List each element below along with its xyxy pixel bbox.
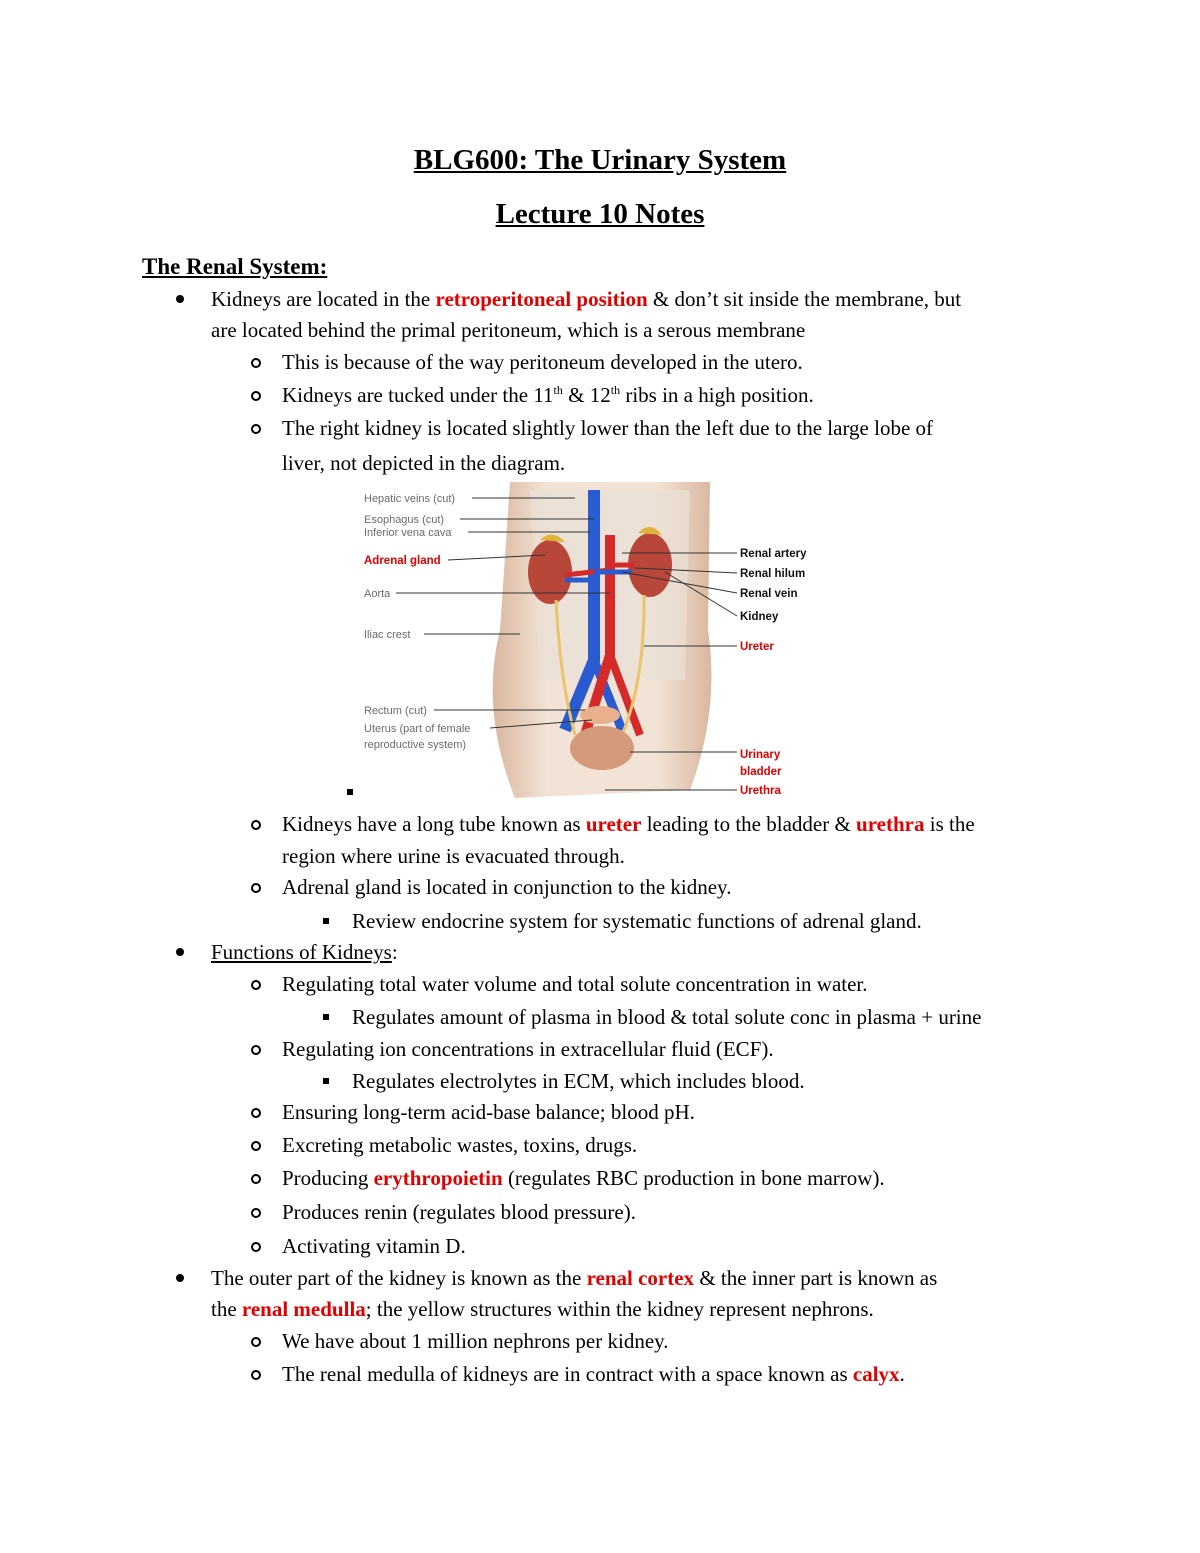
sub-sub-bullet-electrolytes: Regulates electrolytes in ECM, which includes blood. — [352, 1069, 805, 1093]
label-aorta: Aorta — [364, 588, 391, 600]
label-hepatic-veins: Hepatic veins (cut) — [364, 493, 456, 505]
urinary-system-diagram — [360, 480, 840, 802]
bullet-retroperitoneal-cont: are located behind the primal peritoneum, which is a serous membrane — [211, 318, 806, 342]
label-uterus: Uterus (part of female — [364, 723, 471, 735]
sub-bullet-acid-base: Ensuring long-term acid-base balance; blood pH. — [282, 1100, 695, 1124]
term-calyx: calyx — [852, 1362, 900, 1386]
bullet-functions-of-kidneys: Functions of Kidneys: — [211, 940, 398, 964]
section-heading: The Renal System: — [142, 254, 328, 279]
label-renal-vein: Renal vein — [740, 588, 798, 600]
sub-bullet-ureter: Kidneys have a long tube known as ureter leading to the bladder & urethra is the — [282, 812, 975, 836]
sub-bullet-renin: Produces renin (regulates blood pressure). — [282, 1200, 636, 1224]
term-retroperitoneal: retroperitoneal position — [435, 287, 648, 311]
sub-bullet-nephrons: We have about 1 million nephrons per kidney. — [282, 1329, 669, 1353]
label-rectum: Rectum (cut) — [364, 705, 427, 717]
sub-bullet-ureter-cont: region where urine is evacuated through. — [282, 844, 625, 868]
urinary-bladder — [570, 726, 634, 770]
sub-bullet-ribs: Kidneys are tucked under the 11th & 12th ribs in a high position. — [282, 383, 814, 407]
term-ureter: ureter — [585, 812, 642, 836]
sub-sub-bullet-plasma: Regulates amount of plasma in blood & total solute conc in plasma + urine — [352, 1005, 982, 1029]
sub-bullet-utero: This is because of the way peritoneum developed in the utero. — [282, 350, 803, 374]
label-inferior-vena-cava: Inferior vena cava — [364, 527, 452, 539]
label-iliac-crest: Iliac crest — [364, 629, 411, 641]
label-kidney: Kidney — [740, 611, 779, 623]
sub-sub-bullet-endocrine: Review endocrine system for systematic functions of adrenal gland. — [352, 909, 922, 933]
term-renal-cortex: renal cortex — [586, 1266, 695, 1290]
sub-bullet-erythropoietin: Producing erythropoietin (regulates RBC production in bone marrow). — [282, 1166, 885, 1190]
sub-bullet-wastes: Excreting metabolic wastes, toxins, drugs. — [282, 1133, 638, 1157]
image-bullet-marker — [347, 789, 353, 795]
label-renal-hilum: Renal hilum — [740, 568, 806, 580]
bullet-renal-cortex: The outer part of the kidney is known as the renal cortex & the inner part is known as — [211, 1266, 938, 1290]
sub-bullet-vitamin-d: Activating vitamin D. — [282, 1234, 466, 1258]
term-renal-medulla: renal medulla — [241, 1297, 366, 1321]
left-kidney — [528, 540, 572, 604]
label-esophagus: Esophagus (cut) — [364, 514, 445, 526]
label-bladder: bladder — [740, 766, 782, 778]
sub-bullet-adrenal: Adrenal gland is located in conjunction to the kidney. — [282, 875, 732, 899]
label-reproductive-system: reproductive system) — [364, 739, 467, 751]
document-subtitle: Lecture 10 Notes — [495, 198, 705, 230]
bullet-retroperitoneal: Kidneys are located in the retroperitoneal position & don’t sit inside the membrane, but — [211, 287, 962, 311]
sub-bullet-water-volume: Regulating total water volume and total solute concentration in water. — [282, 972, 868, 996]
sub-bullet-right-kidney-cont: liver, not depicted in the diagram. — [282, 451, 566, 475]
bullet-renal-cortex-cont: the renal medulla; the yellow structures within the kidney represent nephrons. — [211, 1297, 874, 1321]
sub-bullet-ion-concentrations: Regulating ion concentrations in extracellular fluid (ECF). — [282, 1037, 774, 1061]
document-title: BLG600: The Urinary System — [413, 144, 787, 176]
label-adrenal-gland: Adrenal gland — [364, 555, 441, 567]
sub-bullet-calyx: The renal medulla of kidneys are in contract with a space known as calyx. — [282, 1362, 905, 1386]
sub-bullet-right-kidney: The right kidney is located slightly lower than the left due to the large lobe of — [282, 416, 934, 440]
label-urinary: Urinary — [740, 749, 781, 761]
label-renal-artery: Renal artery — [740, 548, 807, 560]
label-urethra: Urethra — [740, 785, 781, 797]
label-ureter: Ureter — [740, 641, 774, 653]
term-erythropoietin: erythropoietin — [373, 1166, 503, 1190]
term-urethra: urethra — [856, 812, 925, 836]
